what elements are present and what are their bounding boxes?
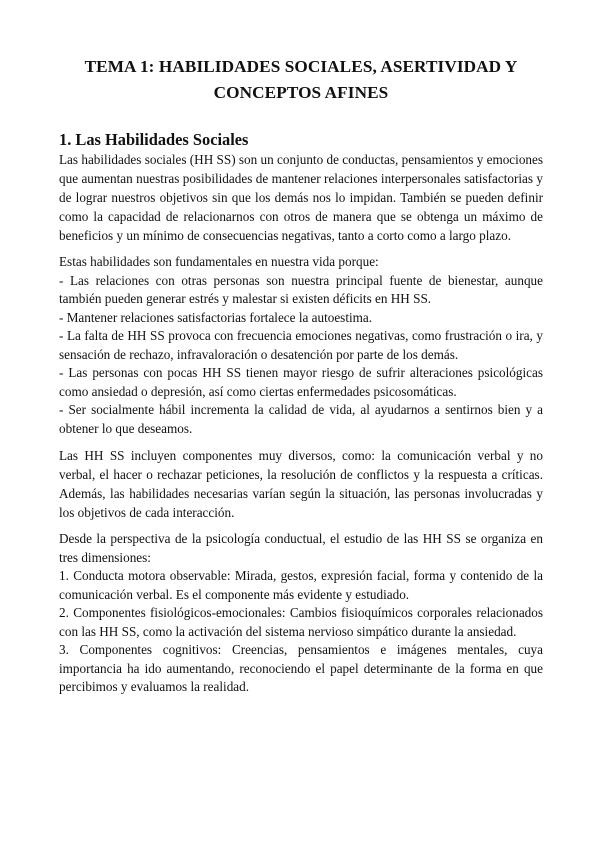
section-heading: 1. Las Habilidades Sociales	[59, 130, 249, 149]
title-line-2: CONCEPTOS AFINES	[213, 83, 389, 102]
dimension-item: 2. Componentes fisiológicos-emocionales: Cambios fisioquímicos corporales relacionados con las HH SS, como la activación del sistema nervioso simpático durante la ansiedad.	[59, 605, 543, 639]
importance-item: - La falta de HH SS provoca con frecuencia emociones negativas, como frustración o ira, y sensación de rechazo, infravaloración o desatención por parte de los demás.	[59, 328, 543, 362]
components-paragraph: Las HH SS incluyen componentes muy diversos, como: la comunicación verbal y no verbal, el hacer o rechazar peticiones, la resolución de conflictos y la respuesta a críticas. Además, las habilidades necesarias varían según la situación, las personas involucradas y los objetivos de cada interacción.	[59, 448, 543, 520]
importance-item: - Ser socialmente hábil incrementa la calidad de vida, al ayudarnos a sentirnos bien y a obtener lo que deseamos.	[59, 402, 543, 436]
dimension-item: 3. Componentes cognitivos: Creencias, pensamientos e imágenes mentales, cuya importancia ha ido aumentando, reconociendo el papel determinante de la forma en que percibimos y evaluamos la realidad.	[59, 642, 543, 694]
title-line-1: TEMA 1: HABILIDADES SOCIALES, ASERTIVIDAD Y	[84, 57, 518, 76]
document-title	[59, 54, 543, 106]
importance-block	[59, 253, 543, 438]
document-page	[59, 54, 543, 697]
intro-paragraph: Las habilidades sociales (HH SS) son un conjunto de conductas, pensamientos y emociones que aumentan nuestras posibilidades de mantener relaciones interpersonales satisfactorias y de lograr nuestros objetivos sin que los demás nos lo impidan. También se pueden definir como la capacidad de relacionarnos con otros de manera que se obtenga un máximo de beneficios y un mínimo de consecuencias negativas, tanto a corto como a largo plazo.	[59, 152, 543, 243]
importance-item: - Mantener relaciones satisfactorias fortalece la autoestima.	[59, 309, 373, 325]
dimensions-block	[59, 530, 543, 697]
dimensions-intro: Desde la perspectiva de la psicología conductual, el estudio de las HH SS se organiza en tres dimensiones:	[59, 531, 543, 565]
importance-item: - Las personas con pocas HH SS tienen mayor riesgo de sufrir alteraciones psicológicas como ansiedad o depresión, así como ciertas enfermedades psicosomáticas.	[59, 365, 543, 399]
dimension-item: 1. Conducta motora observable: Mirada, gestos, expresión facial, forma y contenido de la comunicación verbal. Es el componente más evidente y estudiado.	[59, 568, 543, 602]
importance-item: - Las relaciones con otras personas son nuestra principal fuente de bienestar, aunque también pueden generar estrés y malestar si existen déficits en HH SS.	[59, 272, 543, 306]
importance-intro: Estas habilidades son fundamentales en nuestra vida porque:	[59, 254, 379, 269]
